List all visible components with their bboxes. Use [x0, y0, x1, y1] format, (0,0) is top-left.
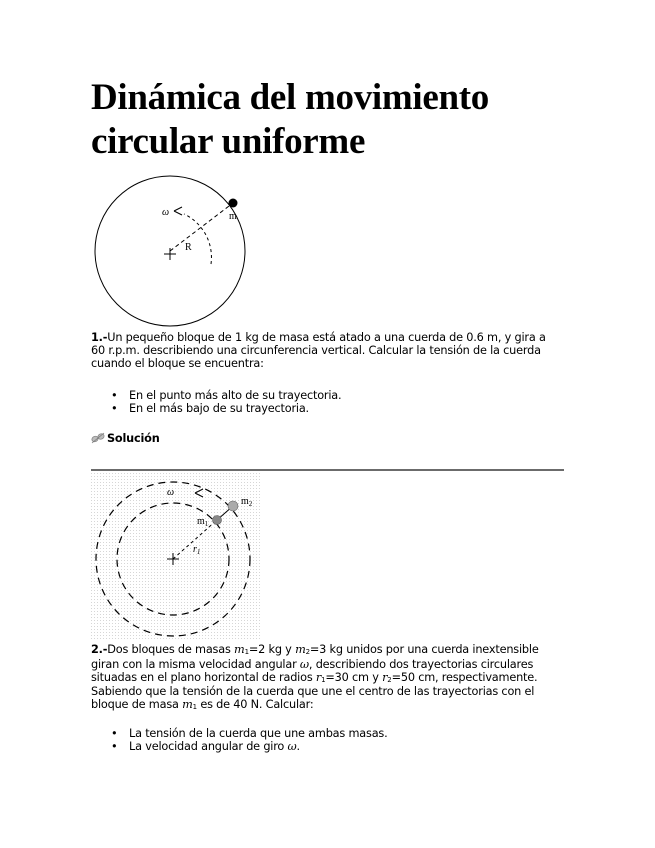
- divider: [91, 469, 564, 471]
- problem-2-text: 2.-Dos bloques de masas $m_1=2$ kg y $m_2=3$ kg unidos por una cuerda inextensible giran con la misma velocidad angular ω, describiendo dos trayectorias circulares situadas en el plano horizontal de radios $r_1=30$ cm y $r_2=50$ cm, respectivamente. Sabiendo que la tensión de la cuerda que une el centro de las trayectorias con el bloque de masa $m_1$ es de 40 N. Calcular:: [91, 643, 539, 712]
- list-item: • La velocidad angular de giro ω.: [111, 740, 300, 753]
- problem-1-list: [91, 389, 563, 415]
- list-item: • En el punto más alto de su trayectoria.: [111, 389, 342, 402]
- figure-two-masses: [91, 473, 261, 639]
- rotation-arrowhead: [174, 207, 182, 215]
- bullet-icon: •: [111, 727, 118, 740]
- list-item: • La tensión de la cuerda que une ambas masas.: [111, 727, 388, 740]
- problem-1-statement: Un pequeño bloque de 1 kg de masa está atado a una cuerda de 0.6 m, y gira a 60 r.p.m. describiendo una circunferencia vertical. Calcular la tensión de la cuerda cuando el bloque se encuentra:: [91, 331, 546, 370]
- problem-1-text: [91, 332, 563, 370]
- bullet-icon: •: [111, 389, 118, 402]
- m2-label: $m_2$: [241, 496, 253, 508]
- mass-dot: [229, 199, 238, 208]
- problem-1-number: 1.-: [91, 331, 108, 344]
- problem-2-number: 2.-: [91, 643, 108, 656]
- omega-label: ω: [162, 207, 170, 218]
- m1-label: $m_1$: [197, 516, 209, 528]
- omega-label: ω: [167, 487, 175, 498]
- bullet-icon: •: [111, 740, 118, 753]
- bullet-icon: •: [111, 402, 118, 415]
- list-item: • En el más bajo de su trayectoria.: [111, 402, 309, 415]
- radius-label: R: [185, 242, 192, 253]
- glasses-icon: [91, 432, 105, 444]
- rotation-arc: [184, 214, 211, 264]
- figure-vertical-circle: [91, 167, 249, 327]
- mass-label: m: [229, 211, 237, 222]
- problem-2-list: [91, 727, 563, 753]
- m1-dot: [213, 516, 222, 525]
- string-line: [170, 203, 233, 251]
- r1-label: $r_1$: [193, 544, 201, 556]
- solution-label[interactable]: Solución: [107, 431, 160, 445]
- page-title: Dinámica del movimiento circular uniforme: [91, 77, 490, 162]
- m2-dot: [228, 501, 238, 511]
- dotted-background: [91, 473, 261, 639]
- solution-link[interactable]: [91, 430, 160, 446]
